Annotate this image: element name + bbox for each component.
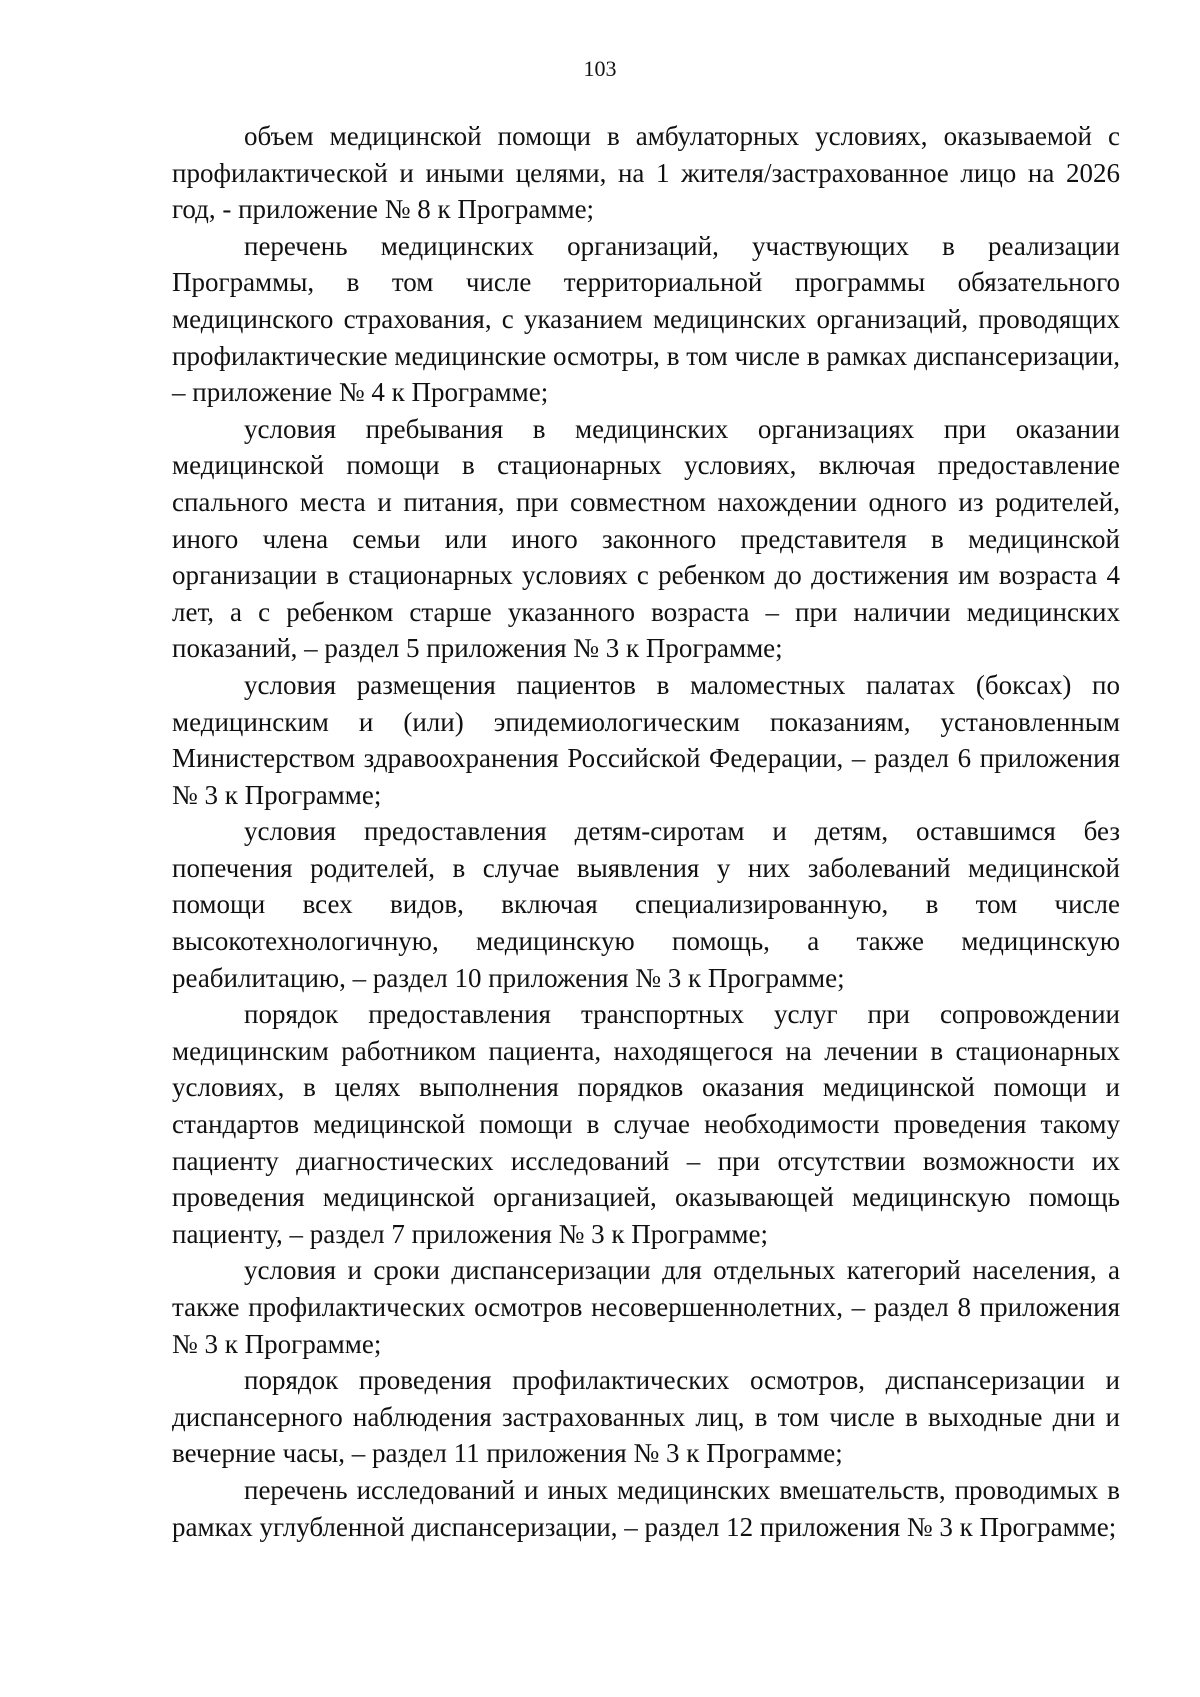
paragraph: объем медицинской помощи в амбулаторных условиях, оказываемой с профилактической и иными целями, на 1 жителя/застрахованное лицо на 2026 год, - приложение № 8 к Программе;	[172, 121, 1120, 225]
paragraph: перечень исследований и иных медицинских вмешательств, проводимых в рамках углубленной диспансеризации, – раздел 12 приложения № 3 к Программе;	[172, 1474, 1120, 1542]
paragraph: перечень медицинских организаций, участвующих в реализации Программы, в том числе территориальной программы обязательного медицинского страхования, с указанием медицинских организаций, проводящих профилактические медицинские осмотры, в том числе в рамках диспансеризации, – приложение № 4 к Программе;	[172, 230, 1120, 408]
page-number: 103	[583, 56, 617, 81]
paragraph: порядок предоставления транспортных услуг при сопровождении медицинским работником пациента, находящегося на лечении в стационарных условиях, в целях выполнения порядков оказания медицинской помощи и стандартов медицинской помощи в случае необходимости проведения такому пациенту диагностических исследований – при отсутствии возможности их проведения медицинской организацией, оказывающей медицинскую помощь пациенту, – раздел 7 приложения № 3 к Программе;	[172, 999, 1120, 1249]
paragraph: условия пребывания в медицинских организациях при оказании медицинской помощи в стационарных условиях, включая предоставление спального места и питания, при совместном нахождении одного из родителей, иного члена семьи или иного законного представителя в медицинской организации в стационарных условиях с ребенком до достижения им возраста 4 лет, а с ребенком старше указанного возраста – при наличии медицинских показаний, – раздел 5 приложения № 3 к Программе;	[172, 413, 1120, 664]
paragraph: условия предоставления детям-сиротам и детям, оставшимся без попечения родителей, в случае выявления у них заболеваний медицинской помощи всех видов, включая специализированную, в том числе высокотехнологичную, медицинскую помощь, а также медицинскую реабилитацию, – раздел 10 приложения № 3 к Программе;	[172, 816, 1120, 993]
paragraph: условия и сроки диспансеризации для отдельных категорий населения, а также профилактических осмотров несовершеннолетних, – раздел 8 приложения № 3 к Программе;	[172, 1255, 1120, 1359]
paragraph: условия размещения пациентов в маломестных палатах (боксах) по медицинским и (или) эпидемиологическим показаниям, установленным Министерством здравоохранения Российской Федерации, – раздел 6 приложения № 3 к Программе;	[172, 669, 1120, 810]
document-body	[172, 118, 1120, 1545]
paragraph: порядок проведения профилактических осмотров, диспансеризации и диспансерного наблюдения застрахованных лиц, в том числе в выходные дни и вечерние часы, – раздел 11 приложения № 3 к Программе;	[172, 1365, 1120, 1469]
